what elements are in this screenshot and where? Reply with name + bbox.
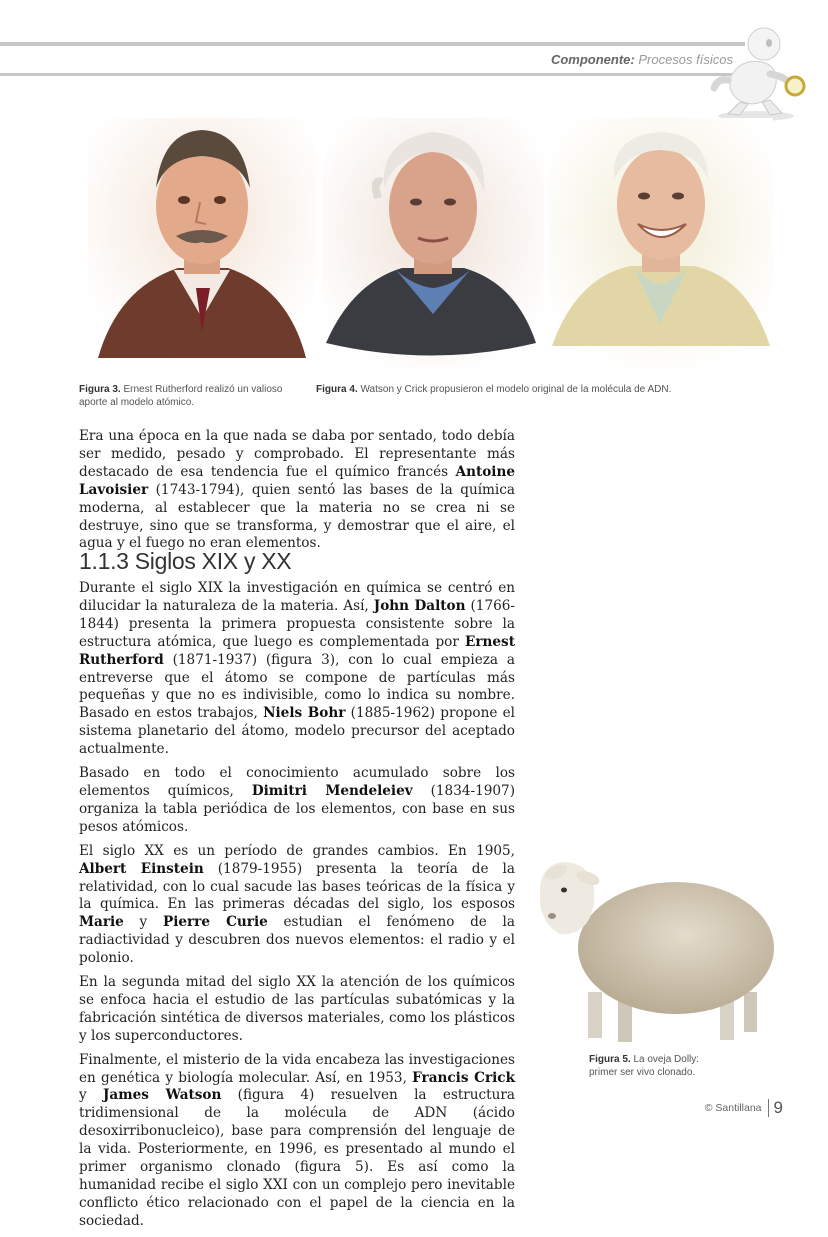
component-label-value: Procesos físicos — [638, 52, 733, 67]
intro-column — [79, 428, 515, 559]
main-column — [79, 580, 515, 1237]
publisher-credit: © Santillana — [704, 1102, 762, 1114]
page-footer — [705, 1098, 783, 1118]
figure-3-text: Ernest Rutherford realizó un valioso aporte al modelo atómico. — [79, 384, 283, 408]
p2-text-1: Basado en todo el conocimiento acumulado sobre los elementos químicos, — [79, 765, 515, 799]
portrait-rutherford-illustration — [88, 118, 316, 368]
p5-text-1: Finalmente, el misterio de la vida encabeza las investigaciones en genética y biología molecular. Así, en 1953, — [79, 1051, 515, 1086]
figure-4-label: Figura 4. — [316, 384, 358, 395]
p2-text-2: (1834-1907) organiza la tabla periódica de los elementos, con base en sus pesos atómicos. — [79, 782, 515, 835]
name-marie: Marie — [79, 914, 124, 931]
page-number: 9 — [773, 1098, 783, 1117]
figure-3-label: Figura 3. — [79, 384, 121, 395]
paragraph-4 — [79, 974, 515, 1046]
name-watson: James Watson — [102, 1087, 222, 1104]
p1-text-4: (1885-1962) propone el sistema planetario del átomo, modelo precursor del aceptado actualmente. — [79, 705, 516, 758]
paragraph-2 — [79, 765, 515, 837]
p1-text-1: Durante el siglo XIX la investigación en química se centró en dilucidar la naturaleza de la materia. Así, — [79, 580, 515, 614]
portrait-watson-illustration — [548, 118, 773, 368]
paragraph-1 — [79, 580, 515, 759]
portrait-rutherford — [88, 118, 316, 368]
portrait-watson-crick-2 — [548, 118, 773, 368]
portrait-watson-crick-1 — [322, 118, 544, 368]
p5-text-3: (figura 4) resuelven la estructura tridimensional de la molécula de ADN (ácido desoxirribonucleico), base para comprensión del lenguaje de la vida. Posteriormente, en 1996, es presentado al mundo el primer organismo clonado (figura 5). Es así como la humanidad recibe el siglo XXI con un complejo pero inevitable conflicto ético relacionado con el papel de la ciencia en la sociedad. — [79, 1087, 515, 1229]
p4-text-1: En la segunda mitad del siglo XX la atención de los químicos se enfoca hacia el estudio de las partículas subatómicas y la fabricación sintética de diversos materiales, como los plásticos y los superconductores. — [79, 974, 515, 1044]
p3-text-3: y — [123, 914, 163, 931]
name-lavoisier: Antoine Lavoisier — [79, 463, 515, 498]
figure-5-label: Figura 5. — [589, 1054, 631, 1065]
magnifier-mascot-icon — [700, 18, 812, 123]
name-bohr: Niels Bohr — [263, 705, 346, 722]
p3-text-1: El siglo XX es un período de grandes cambios. En 1905, — [79, 842, 515, 859]
name-pierre-curie: Pierre Curie — [162, 914, 268, 931]
intro-paragraph — [79, 428, 515, 553]
name-mendeleiev: Dimitri Mendeleiev — [251, 782, 413, 799]
name-dalton: John Dalton — [373, 597, 466, 614]
intro-text-1: Era una época en la que nada se daba por sentado, todo debía ser medido, pesado y comprobado. El representante más destacado de esa tendencia fue el químico francés — [79, 428, 515, 480]
p1-text-3: (1871-1937) (figura 3), con lo cual empieza a entreverse que el átomo se compone de partículas más pequeñas y que no es indivisible, como lo indica su nombre. Basado en estos trabajos, — [79, 651, 515, 722]
p5-text-2: y — [79, 1087, 103, 1104]
name-rutherford: Ernest Rutherford — [79, 633, 515, 668]
figure-5-text: La oveja Dolly: primer ser vivo clonado. — [589, 1054, 700, 1078]
paragraph-3 — [79, 843, 515, 968]
portrait-crick-illustration — [322, 118, 544, 368]
footer-divider — [768, 1099, 769, 1117]
name-einstein: Albert Einstein — [79, 860, 204, 877]
paragraph-5 — [79, 1052, 515, 1231]
dolly-sheep-image — [530, 852, 778, 1048]
intro-text-2: (1743-1794), quien sentó las bases de la química moderna, al establecer que la materia no se crea ni se destruye, sino que se transforma, y demostrar que el aire, el agua y el fuego no eran elementos. — [79, 481, 515, 552]
figure-3-caption — [79, 383, 299, 409]
figure-4-text: Watson y Crick propusieron el modelo original de la molécula de ADN. — [360, 384, 672, 395]
figure-5-caption — [589, 1053, 719, 1079]
p1-text-2: (1766-1844) presenta la primera propuesta consistente sobre la estructura atómica, que luego es complementada por — [79, 597, 515, 650]
figure-4-caption — [316, 383, 716, 396]
p3-text-4: estudian el fenómeno de la radiactividad y descubren dos nuevos elementos: el radio y el polonio. — [79, 914, 516, 967]
header-rule-bottom — [0, 73, 745, 76]
p3-text-2: (1879-1955) presenta la teoría de la relatividad, con lo cual sacude las bases teóricas de la física y la química. En las primeras décadas del siglo, los esposos — [79, 860, 515, 913]
section-title: 1.1.3 Siglos XIX y XX — [79, 548, 292, 574]
component-label-key: Componente: — [550, 52, 635, 67]
name-crick: Francis Crick — [412, 1069, 515, 1086]
